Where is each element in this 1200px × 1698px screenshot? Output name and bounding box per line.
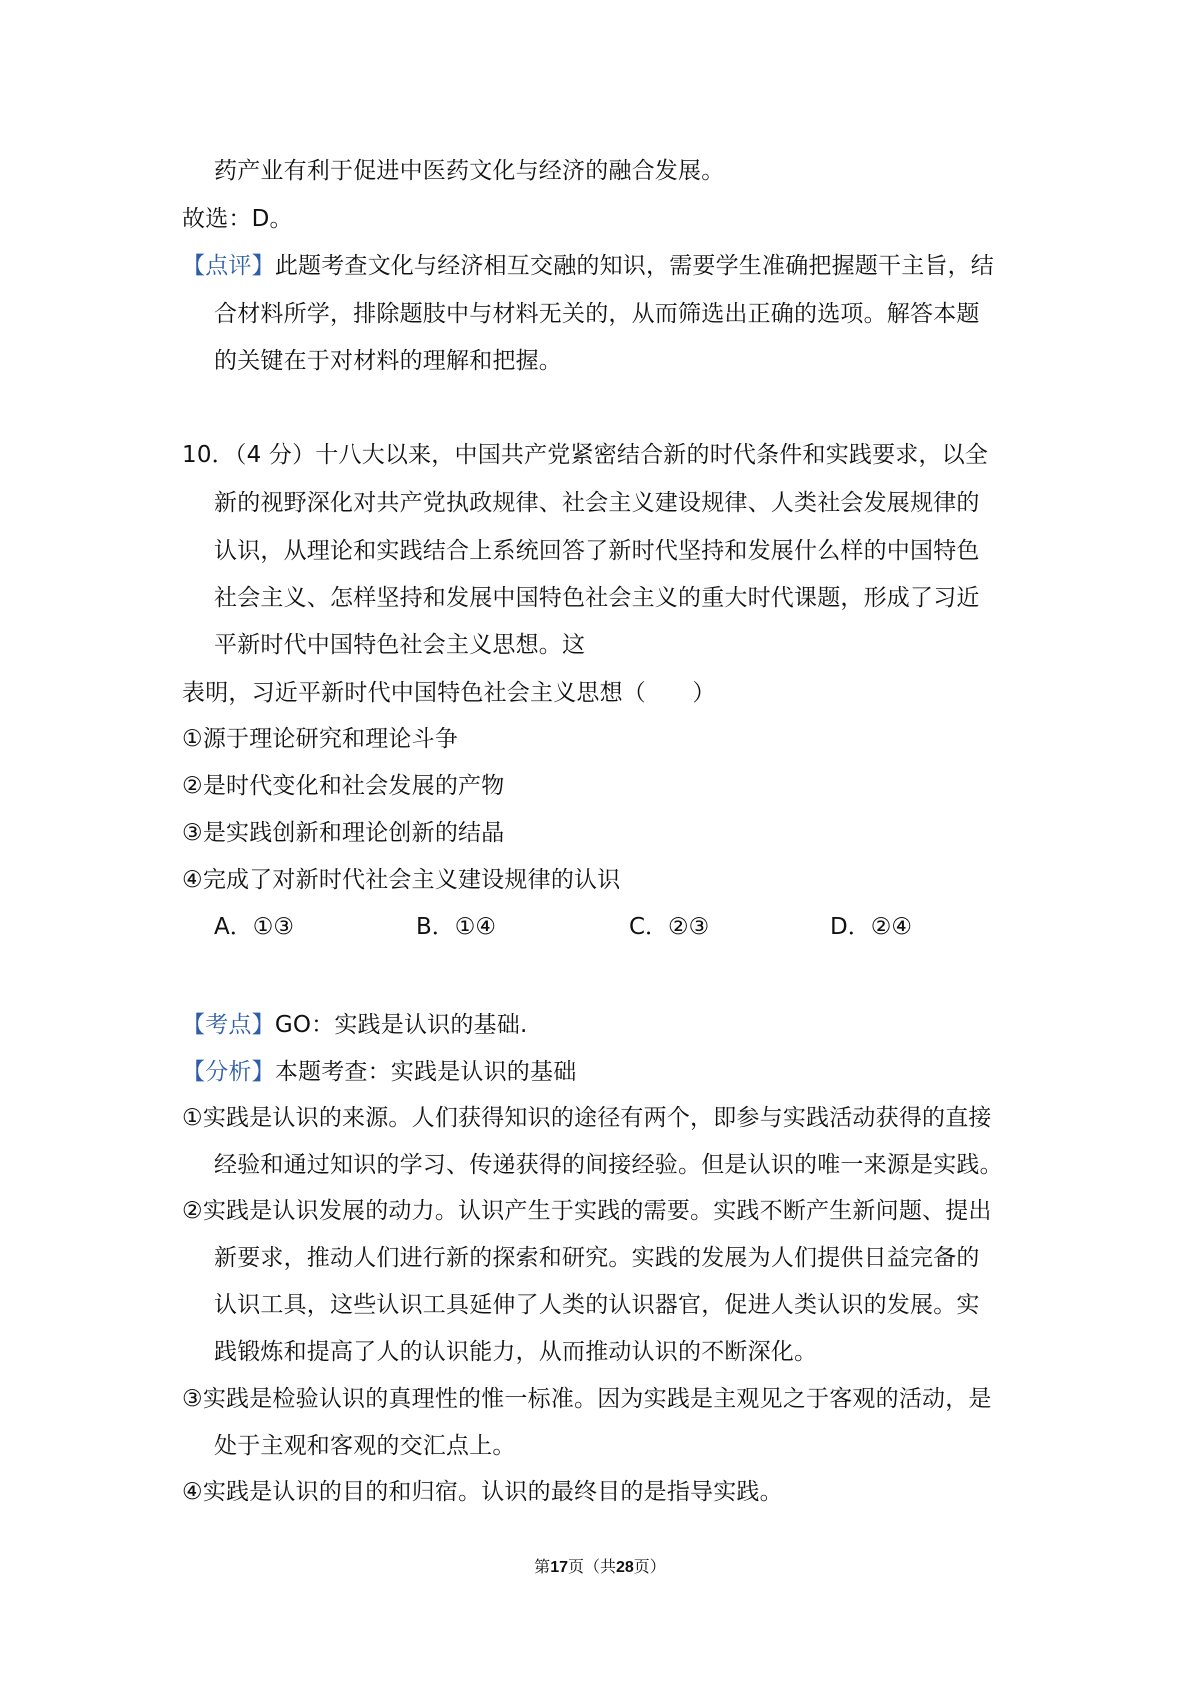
fenxi-text: 本题考查：实践是认识的基础 [274,1059,577,1085]
comment-text: 此题考查文化与经济相互交融的知识，需要学生准确把握题干主旨，结 [274,253,995,279]
analysis-point-2-line-4: 践锻炼和提高了人的认识能力，从而推动认识的不断深化。 [214,1339,818,1365]
kaodian-line [182,1010,527,1040]
footer-prefix: 第 [534,1557,551,1576]
footer-total-pages: 28 [616,1559,634,1576]
statement-2: ②是时代变化和社会发展的产物 [182,773,505,799]
comment-line-1 [182,251,994,281]
comment-tag: 【点评】 [182,253,275,279]
answer-choice: 故选：D。 [182,206,293,232]
analysis-point-3-line-1: ③实践是检验认识的真理性的惟一标准。因为实践是主观见之于客观的活动，是 [182,1386,992,1412]
statement-4: ④完成了对新时代社会主义建设规律的认识 [182,867,621,893]
option-a: A．①③ [214,914,294,940]
fenxi-line [182,1057,576,1087]
analysis-point-1-line-1: ①实践是认识的来源。人们获得知识的途径有两个，即参与实践活动获得的直接 [182,1105,992,1131]
analysis-point-3-line-2: 处于主观和客观的交汇点上。 [214,1433,516,1459]
footer-suffix: 页） [633,1557,666,1576]
page-footer [0,1556,1200,1579]
question-stem-line-3: 认识，从理论和实践结合上系统回答了新时代坚持和发展什么样的中国特色 [214,538,980,564]
question-stem-line-1: 10．（4 分）十八大以来，中国共产党紧密结合新的时代条件和实践要求，以全 [182,442,989,468]
answer-tail-text: 药产业有利于促进中医药文化与经济的融合发展。 [214,158,725,184]
statement-3: ③是实践创新和理论创新的结晶 [182,820,505,846]
answer-options [214,912,974,942]
kaodian-tag: 【考点】 [182,1012,275,1038]
question-prompt: 表明，习近平新时代中国特色社会主义思想（ ） [182,680,716,706]
question-stem-line-5: 平新时代中国特色社会主义思想。这 [214,632,586,658]
comment-line-2: 合材料所学，排除题肢中与材料无关的，从而筛选出正确的选项。解答本题 [214,301,980,327]
question-stem-line-4: 社会主义、怎样坚持和发展中国特色社会主义的重大时代课题，形成了习近 [214,585,980,611]
option-d: D．②④ [830,914,912,940]
kaodian-text: GO：实践是认识的基础. [274,1012,528,1038]
option-c: C．②③ [629,914,710,940]
footer-middle: 页（共 [567,1557,616,1576]
statement-1: ①源于理论研究和理论斗争 [182,726,459,752]
analysis-point-1-line-2: 经验和通过知识的学习、传递获得的间接经验。但是认识的唯一来源是实践。 [214,1152,1003,1178]
comment-line-3: 的关键在于对材料的理解和把握。 [214,348,562,374]
footer-page-number: 17 [550,1559,568,1576]
option-b: B．①④ [416,914,497,940]
fenxi-tag: 【分析】 [182,1059,275,1085]
question-stem-line-2: 新的视野深化对共产党执政规律、社会主义建设规律、人类社会发展规律的 [214,490,980,516]
analysis-point-2-line-2: 新要求，推动人们进行新的探索和研究。实践的发展为人们提供日益完备的 [214,1245,980,1271]
analysis-point-2-line-3: 认识工具，这些认识工具延伸了人类的认识器官，促进人类认识的发展。实 [214,1292,980,1318]
analysis-point-2-line-1: ②实践是认识发展的动力。认识产生于实践的需要。实践不断产生新问题、提出 [182,1198,992,1224]
analysis-point-4: ④实践是认识的目的和归宿。认识的最终目的是指导实践。 [182,1479,783,1505]
